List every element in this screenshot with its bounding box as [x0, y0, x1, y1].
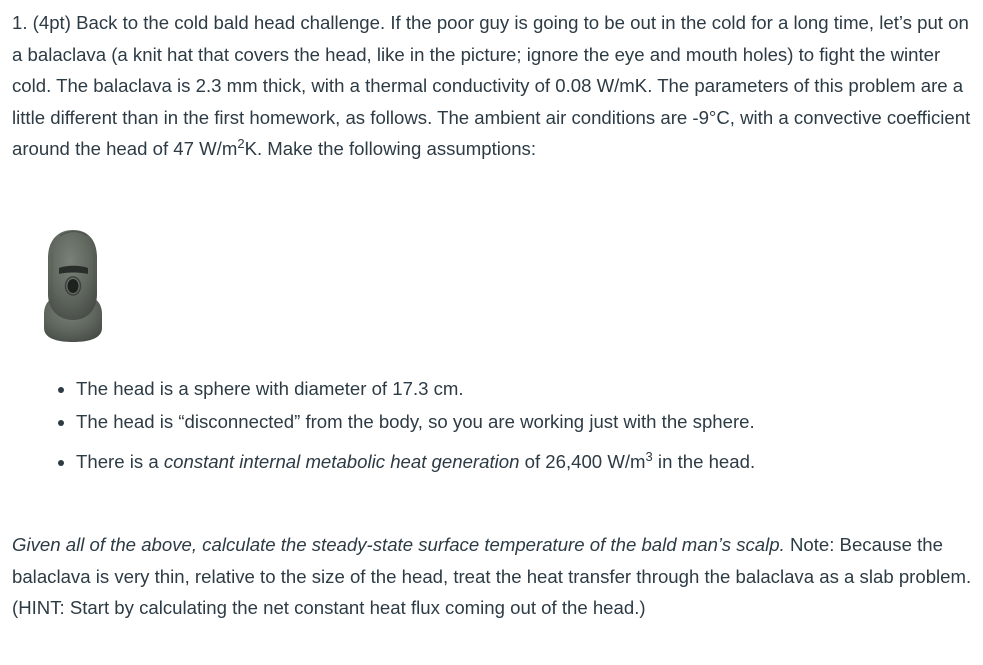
assumption-text: The head is “disconnected” from the body, so you are working just with the sphere. — [76, 411, 755, 432]
problem-intro — [12, 7, 972, 165]
assumption-superscript: 3 — [645, 448, 653, 464]
intro-superscript: 2 — [237, 136, 245, 151]
intro-text: 1. (4pt) Back to the cold bald head challenge. If the poor guy is going to be out in the cold for a long time, let’s put on a balaclava (a knit hat that covers the head, like in the picture; ignore the eye and mouth holes) to fight the winter cold. The balaclava is 2.3 mm thick, with a thermal conductivity of 0.08 W/mK. The parameters of this problem are a little different than in the first homework, as follows. The ambient air conditions are -9°C, with a convective coefficient around the head of 47 W/m — [12, 12, 971, 159]
assumption-text: There is a — [76, 450, 164, 472]
intro-text-end: K. Make the following assumptions: — [244, 138, 537, 159]
list-item — [76, 406, 976, 438]
conclusion-text: Note: Because the balaclava is very thin, relative to the size of the head, treat the heat transfer through the balaclava as a slab problem. (HINT: Start by calculating the net constant heat flux coming out of the head.) — [12, 534, 972, 618]
assumption-text: The head is a sphere with diameter of 17.3 cm. — [76, 378, 464, 399]
list-item — [76, 446, 976, 478]
balaclava-image — [40, 224, 106, 344]
assumption-text: in the head. — [652, 450, 756, 472]
assumption-text: of 26,400 W/m — [519, 450, 646, 472]
list-item — [76, 373, 976, 405]
assumptions-list — [52, 373, 976, 479]
conclusion-emphasis: Given all of the above, calculate the steady-state surface temperature of the bald man’s scalp. — [12, 534, 785, 555]
problem-conclusion — [12, 529, 972, 624]
assumption-emphasis: constant internal metabolic heat generation — [163, 450, 520, 472]
